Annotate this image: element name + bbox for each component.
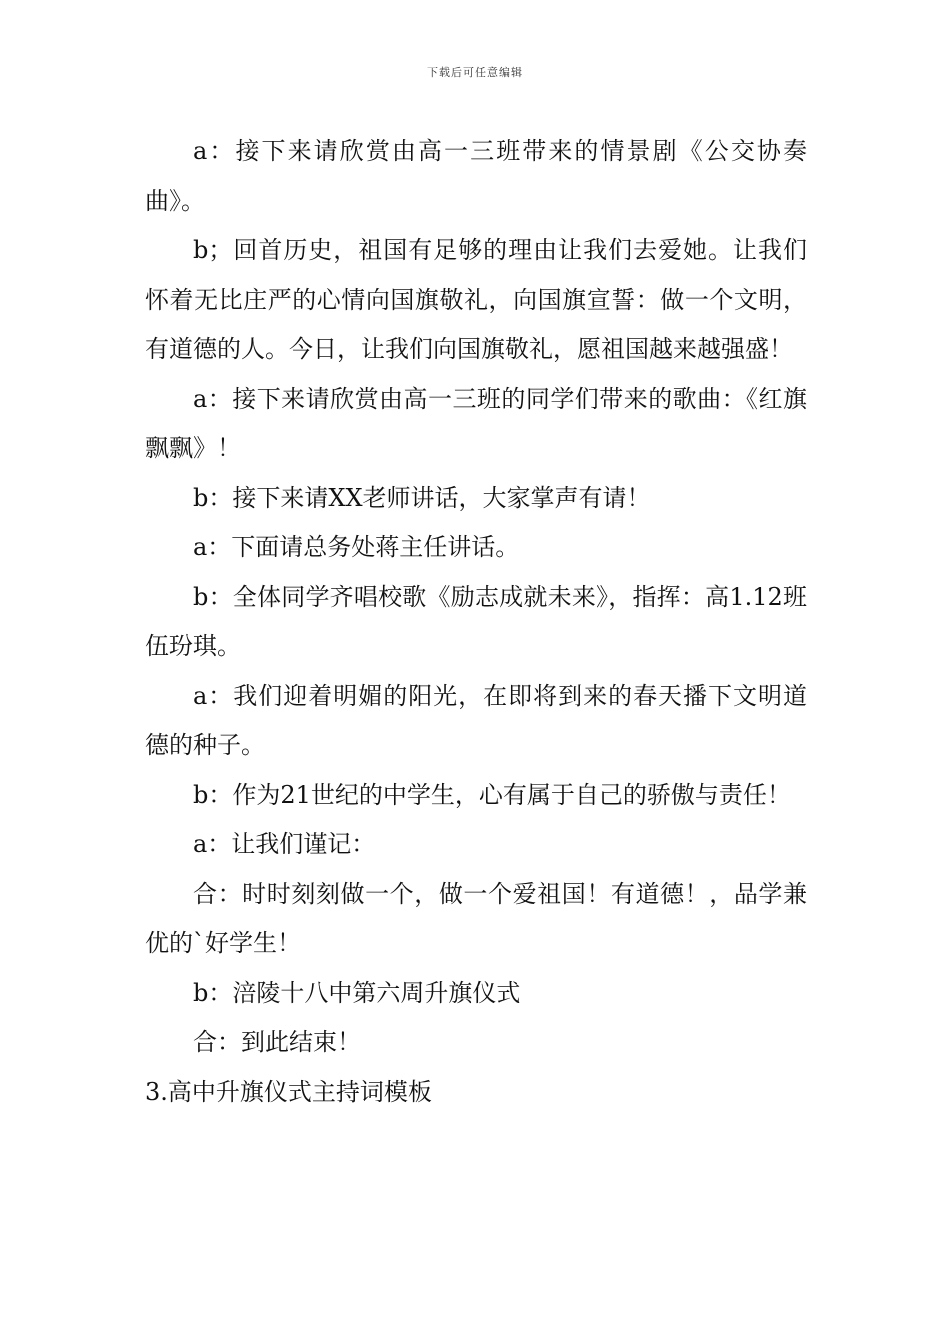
paragraph-3: a：接下来请欣赏由高一三班的同学们带来的歌曲：《红旗飘飘》！	[145, 384, 807, 462]
paragraph-6: b：全体同学齐唱校歌《励志成就未来》，指挥：高1.12班伍玢琪。	[145, 582, 807, 660]
paragraph-2: b；回首历史，祖国有足够的理由让我们去爱她。让我们怀着无比庄严的心情向国旗敬礼，向国旗宣誓：做一个文明，有道德的人。今日，让我们向国旗敬礼，愿祖国越来越强盛！	[145, 236, 807, 363]
paragraph-5: a：下面请总务处蒋主任讲话。	[193, 533, 520, 561]
page-header-note: 下载后可任意编辑	[427, 66, 523, 79]
paragraph-10: 合：时时刻刻做一个，做一个爱祖国！有道德！，品学兼优的`好学生！	[145, 879, 807, 957]
paragraph-1: a：接下来请欣赏由高一三班带来的情景剧《公交协奏曲》。	[145, 137, 807, 215]
paragraph-7: a：我们迎着明媚的阳光，在即将到来的春天播下文明道德的种子。	[145, 681, 807, 759]
paragraph-8: b：作为21世纪的中学生，心有属于自己的骄傲与责任！	[193, 780, 791, 809]
paragraph-11: b：涪陵十八中第六周升旗仪式	[193, 978, 521, 1007]
paragraph-9: a：让我们谨记：	[193, 830, 376, 858]
paragraph-4: b：接下来请XX老师讲话，大家掌声有请！	[193, 483, 651, 512]
section-heading: 3.高中升旗仪式主持词模板	[145, 1077, 432, 1106]
document-body	[145, 127, 807, 1117]
paragraph-12: 合：到此结束！	[193, 1028, 361, 1056]
